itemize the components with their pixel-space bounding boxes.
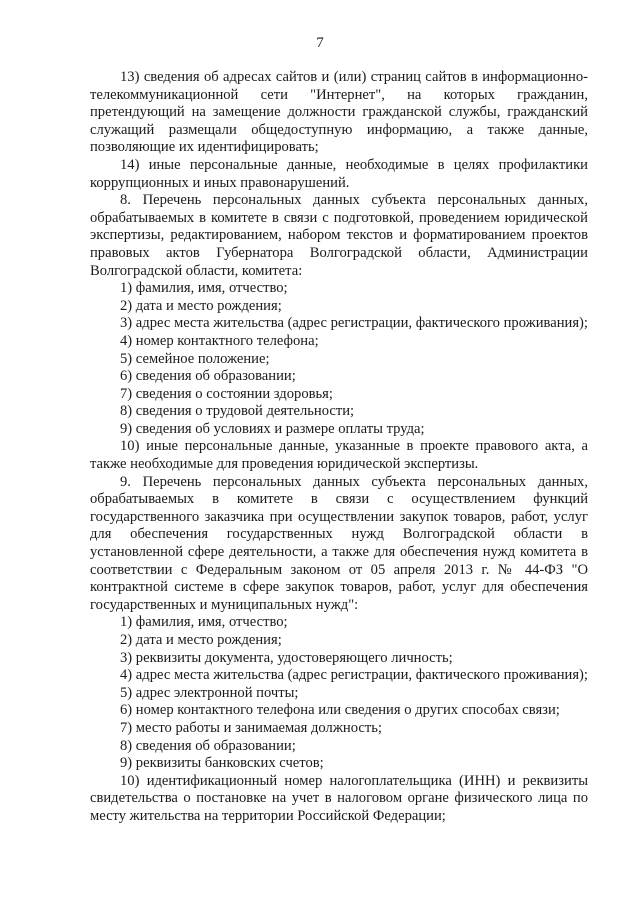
paragraph-item-13: 13) сведения об адресах сайтов и (или) страниц сайтов в информационно-телекоммуникационной сети "Интернет", на которых гражданин, претендующий на замещение должности гражданской службы, гражданский служащий размещали общедоступную информацию, а также данные, позволяющие их идентифицировать; [90, 69, 588, 156]
section-9-heading: 9. Перечень персональных данных субъекта персональных данных, обрабатываемых в комитете в связи с осуществлением функций государственного заказчика при осуществлении закупок товаров, работ, услуг для обеспечения государственных нужд Волгоградской области в установленной сфере деятельности, а также для обеспечения нужд комитета в соответствии с Федеральным законом от 05 апреля 2013 г. № 44-ФЗ "О контрактной системе в сфере закупок товаров, работ, услуг для обеспечения государственных и муниципальных нужд": [90, 473, 588, 613]
section-8-item-10: 10) иные персональные данные, указанные в проекте правового акта, а также необходимые для проведения юридической экспертизы. [90, 438, 588, 473]
section-9-item-3: 3) реквизиты документа, удостоверяющего личность; [120, 649, 453, 666]
paragraph-item-14: 14) иные персональные данные, необходимые в целях профилактики коррупционных и иных правонарушений. [90, 156, 588, 191]
section-8-heading: 8. Перечень персональных данных субъекта персональных данных, обрабатываемых в комитете в связи с подготовкой, проведением юридической экспертизы, редактированием, набором текстов и форматированием проектов правовых актов Губернатора Волгоградской области, Администрации Волгоградской области, комитета: [90, 192, 588, 279]
section-9-item-8: 8) сведения об образовании; [120, 737, 296, 754]
section-8-item-8: 8) сведения о трудовой деятельности; [120, 403, 355, 420]
section-9-item-10: 10) идентификационный номер налогоплательщика (ИНН) и реквизиты свидетельства о постановке на учет в налоговом органе физического лица по месту жительства на территории Российской Федерации; [90, 772, 588, 824]
section-8-item-3: 3) адрес места жительства (адрес регистрации, фактического проживания); [120, 315, 588, 332]
section-9-item-7: 7) место работы и занимаемая должность; [120, 719, 382, 736]
section-9-item-6: 6) номер контактного телефона или сведения о других способах связи; [120, 702, 560, 719]
section-8-item-5: 5) семейное положение; [120, 350, 270, 367]
section-9-item-4: 4) адрес места жительства (адрес регистрации, фактического проживания); [120, 667, 588, 684]
section-9-item-5: 5) адрес электронной почты; [120, 684, 299, 701]
section-8-item-2: 2) дата и место рождения; [120, 297, 282, 314]
page-number: 7 [316, 35, 324, 51]
section-8-item-1: 1) фамилия, имя, отчество; [120, 280, 288, 297]
section-9-item-2: 2) дата и место рождения; [120, 632, 282, 648]
section-8-item-6: 6) сведения об образовании; [120, 368, 296, 385]
section-8-item-9: 9) сведения об условиях и размере оплаты труда; [120, 420, 425, 437]
section-8-item-4: 4) номер контактного телефона; [120, 332, 319, 349]
section-9-item-1: 1) фамилия, имя, отчество; [120, 614, 288, 631]
document-body [90, 69, 588, 826]
section-8-item-7: 7) сведения о состоянии здоровья; [120, 385, 333, 402]
section-9-item-9: 9) реквизиты банковских счетов; [120, 755, 324, 772]
